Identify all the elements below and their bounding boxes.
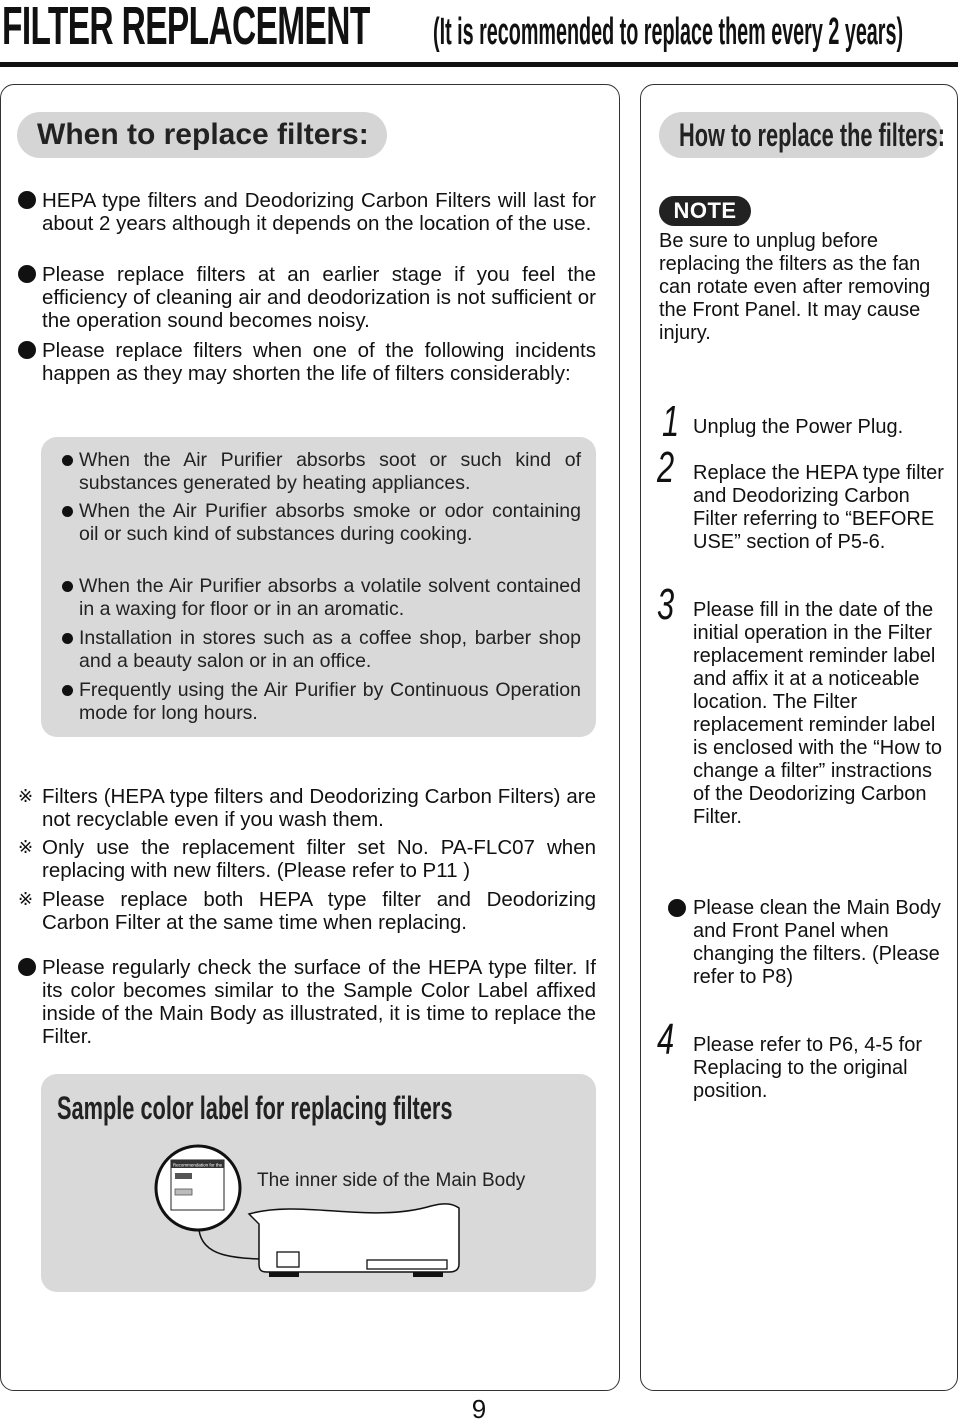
bullet-text: Please replace filters when one of the following incidents happen as they may shorten the life of filters considerably: xyxy=(42,339,596,385)
small-dot-icon xyxy=(62,685,73,696)
note-text: Please replace both HEPA type filter and Deodorizing Carbon Filter at the same time when replacing. xyxy=(42,888,596,934)
small-dot-icon xyxy=(62,506,73,517)
main-body-illustration xyxy=(41,1074,596,1292)
how-heading xyxy=(659,112,946,158)
reference-mark-icon: ※ xyxy=(18,786,34,806)
title-rule xyxy=(0,62,958,67)
incident-text: When the Air Purifier absorbs smoke or odor containing oil or such kind of substances during cooking. xyxy=(79,500,581,545)
sample-swatch-light xyxy=(175,1189,192,1195)
note-text: Filters (HEPA type filters and Deodorizing Carbon Filters) are not recyclable even if you wash them. xyxy=(42,785,596,831)
bullet-item xyxy=(42,339,596,385)
reference-mark-icon: ※ xyxy=(18,837,34,857)
note-item xyxy=(18,888,596,934)
bullet-item xyxy=(693,897,945,989)
incident-text: Installation in stores such as a coffee shop, barber shop and a beauty salon or in an office. xyxy=(79,627,581,672)
bullet-text: Please clean the Main Body and Front Panel when changing the filters. (Please refer to P8) xyxy=(693,897,941,988)
color-label-header-text: Recommendation for the xyxy=(172,1162,223,1168)
bullet-dot-icon xyxy=(18,265,36,283)
incident-text: When the Air Purifier absorbs a volatile solvent contained in a waxing for floor or in an aromatic. xyxy=(79,575,581,620)
page-number: 9 xyxy=(471,1394,487,1424)
sample-label-box xyxy=(41,1074,596,1292)
step-number: 4 xyxy=(657,1015,675,1064)
reference-mark-icon: ※ xyxy=(18,889,34,909)
incident-item xyxy=(79,449,581,495)
bullet-dot-icon xyxy=(18,341,36,359)
incident-text: Frequently using the Air Purifier by Continuous Operation mode for long hours. xyxy=(79,679,581,724)
incidents-box xyxy=(41,437,596,737)
bullet-text: Please replace filters at an earlier stage if you feel the efficiency of cleaning air and deodorization is not sufficient or the operation sound becomes noisy. xyxy=(42,263,596,332)
small-dot-icon xyxy=(62,581,73,592)
note-text: Only use the replacement filter set No. PA-FLC07 when replacing with new filters. (Please refer to P11 ) xyxy=(42,836,596,882)
step-text: Please refer to P6, 4-5 for Replacing to the original position. xyxy=(693,1034,923,1102)
incident-item xyxy=(79,679,581,725)
bullet-text: Please regularly check the surface of the HEPA type filter. If its color becomes similar to the Sample Color Label affixed inside of the Main Body as illustrated, it is time to replace the Filter. xyxy=(42,956,596,1048)
page-title: FILTER REPLACEMENT xyxy=(2,0,370,56)
small-dot-icon xyxy=(62,633,73,644)
bullet-item xyxy=(42,956,596,1048)
sample-label-title: Sample color label for replacing filters xyxy=(57,1090,453,1126)
page-subtitle: (It is recommended to replace them every 2 years) xyxy=(433,11,904,53)
sample-swatch-dark xyxy=(175,1173,192,1179)
bullet-item xyxy=(42,263,596,332)
step-text: Replace the HEPA type filter and Deodorizing Carbon Filter referring to “BEFORE USE” section of P5-6. xyxy=(693,462,944,553)
foot-right xyxy=(413,1272,443,1277)
incident-item xyxy=(79,575,581,621)
incident-text: When the Air Purifier absorbs soot or such kind of substances generated by heating appliances. xyxy=(79,449,581,494)
incident-item xyxy=(79,500,581,546)
step-number: 3 xyxy=(657,580,675,629)
bullet-dot-icon xyxy=(18,191,36,209)
note-warning-text: Be sure to unplug before replacing the filters as the fan can rotate even after removing the Front Panel. It may cause injury. xyxy=(659,230,931,344)
step-number: 2 xyxy=(657,443,675,492)
step-number: 1 xyxy=(662,397,680,446)
when-heading-text: When to replace filters: xyxy=(37,118,369,151)
bullet-dot-icon xyxy=(668,899,686,917)
main-body-shape xyxy=(249,1204,459,1272)
sample-label-caption: The inner side of the Main Body xyxy=(257,1170,526,1191)
small-dot-icon xyxy=(62,455,73,466)
bullet-item xyxy=(42,189,596,235)
page-header xyxy=(0,0,958,64)
step-text: Unplug the Power Plug. xyxy=(693,416,904,438)
bullet-text: HEPA type filters and Deodorizing Carbon Filters will last for about 2 years although it depends on the location of the use. xyxy=(42,189,596,235)
step-text: Please fill in the date of the initial operation in the Filter replacement reminder label and affix it at a noticeable location. The Filter replacement reminder label is enclosed with the “How to change a filter” instractions of the Deodorizing Carbon Filter. xyxy=(693,599,943,828)
foot-left xyxy=(269,1272,299,1277)
bullet-dot-icon xyxy=(18,958,36,976)
incident-item xyxy=(79,627,581,673)
how-heading-text: How to replace the filters: xyxy=(679,117,946,153)
note-item xyxy=(18,785,596,831)
note-item xyxy=(18,836,596,882)
when-heading xyxy=(17,112,387,158)
note-badge: NOTE xyxy=(659,196,751,226)
